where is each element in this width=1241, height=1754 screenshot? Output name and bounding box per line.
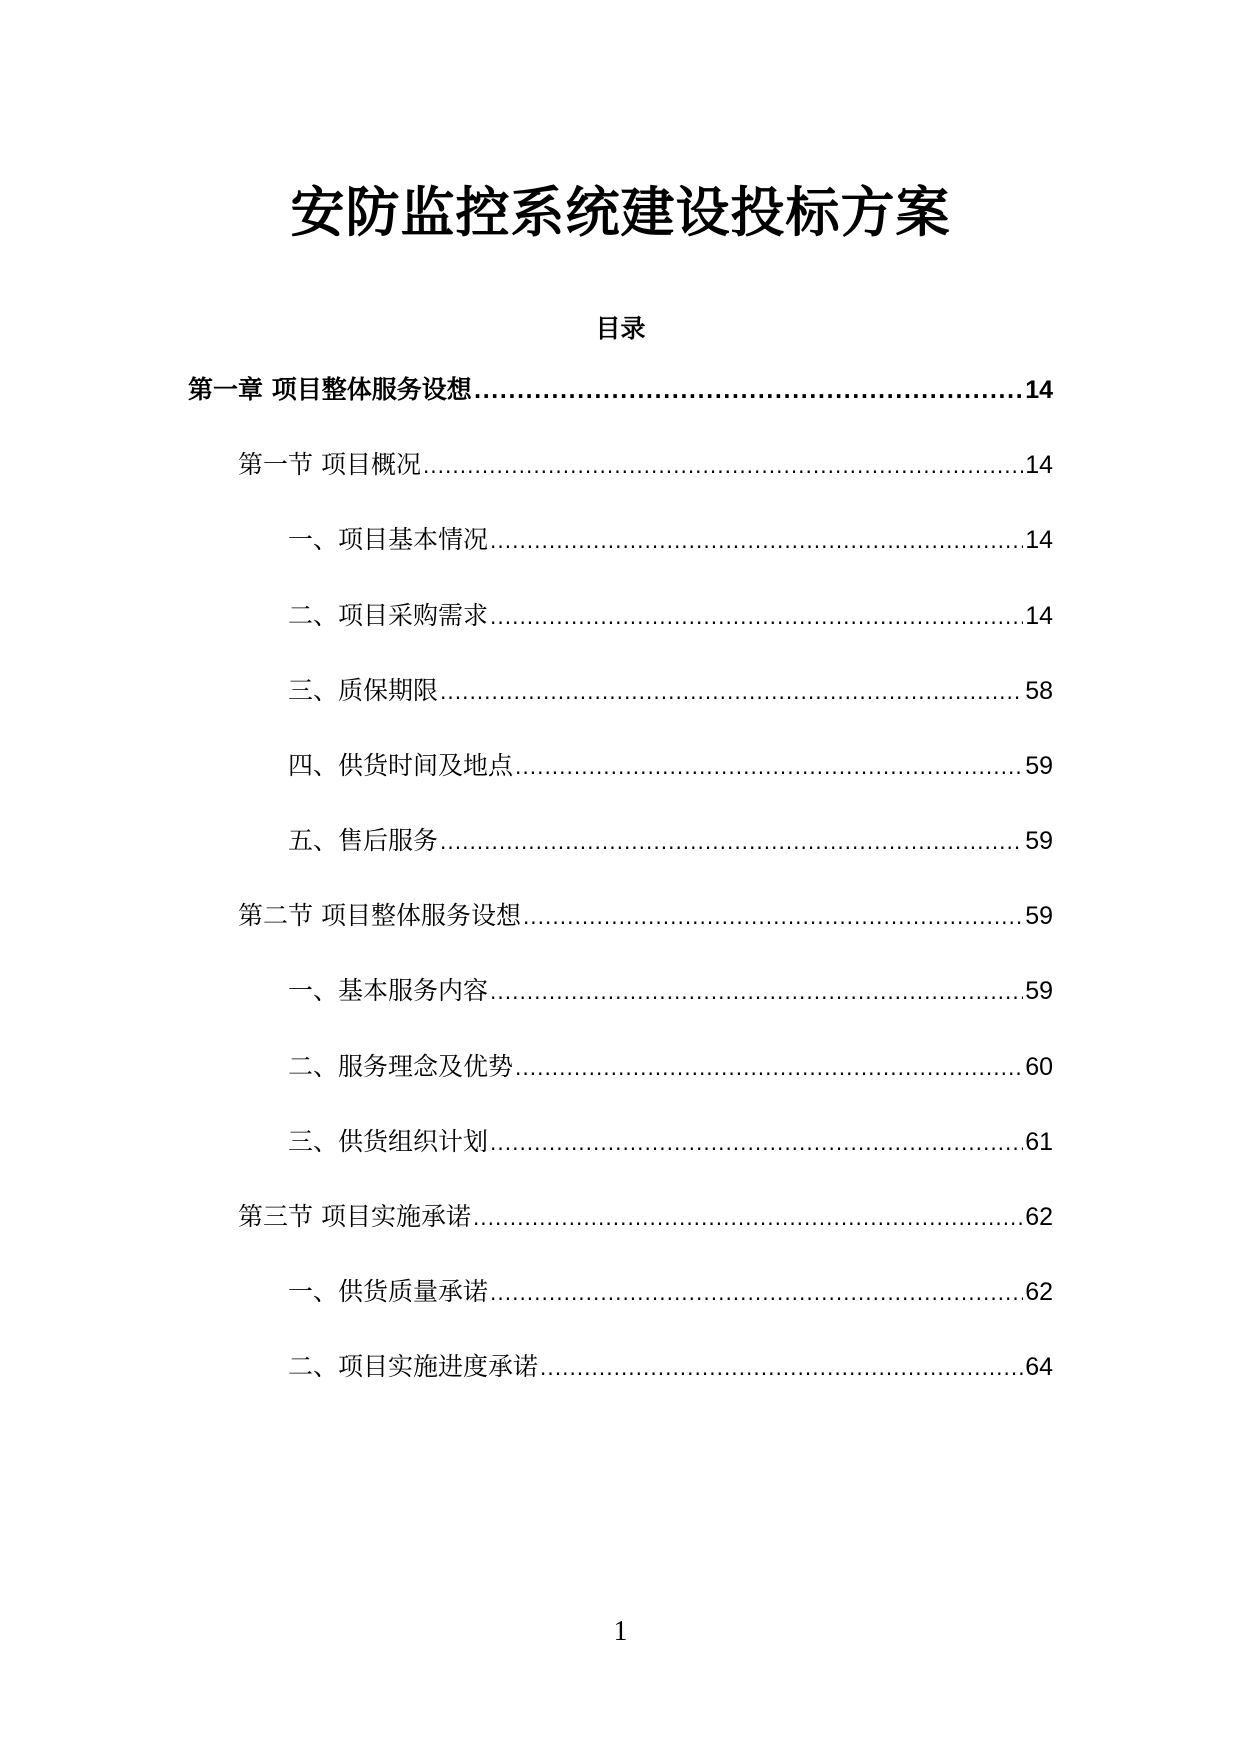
toc-dot-leader	[490, 1273, 1023, 1313]
toc-entry-label: 第二节 项目整体服务设想	[238, 901, 521, 930]
toc-dot-leader	[523, 897, 1023, 937]
toc-entry-label: 二、服务理念及优势	[288, 1052, 514, 1081]
toc-entry-label: 五、售后服务	[288, 826, 439, 855]
toc-entry-label: 一、基本服务内容	[288, 976, 489, 1005]
toc-entry-subsection[interactable]	[288, 1047, 1053, 1087]
toc-entry-chapter-1[interactable]	[188, 370, 1053, 410]
toc-entry-label: 二、项目实施进度承诺	[288, 1352, 539, 1381]
toc-entry-section-1[interactable]	[238, 445, 1053, 485]
toc-dot-leader	[515, 1048, 1023, 1088]
toc-entry-page: 58	[1025, 677, 1053, 705]
toc-entry-subsection[interactable]	[288, 596, 1053, 636]
document-title: 安防监控系统建设投标方案	[290, 181, 951, 244]
toc-entry-label: 第三节 项目实施承诺	[238, 1202, 471, 1231]
page-number: 1	[613, 1616, 628, 1647]
toc-entry-label: 四、供货时间及地点	[288, 751, 514, 780]
toc-entry-page: 14	[1025, 451, 1053, 479]
toc-entry-subsection[interactable]	[288, 520, 1053, 560]
toc-dot-leader	[490, 521, 1023, 561]
toc-entry-label: 三、质保期限	[288, 676, 439, 705]
toc-entry-subsection[interactable]	[288, 1347, 1053, 1387]
toc-dot-leader	[540, 1348, 1023, 1388]
toc-entry-page: 59	[1025, 827, 1053, 855]
toc-dot-leader	[490, 972, 1023, 1012]
toc-entry-section-3[interactable]	[238, 1197, 1053, 1237]
toc-entry-label: 一、项目基本情况	[288, 525, 489, 554]
toc-entry-page: 59	[1025, 977, 1053, 1005]
toc-entry-subsection[interactable]	[288, 1272, 1053, 1312]
toc-dot-leader	[423, 446, 1023, 486]
toc-entry-subsection[interactable]	[288, 746, 1053, 786]
toc-entry-subsection[interactable]	[288, 1122, 1053, 1162]
toc-heading: 目录	[595, 314, 646, 343]
toc-dot-leader	[474, 371, 1023, 411]
toc-entry-page: 62	[1025, 1203, 1053, 1231]
toc-entry-page: 64	[1025, 1353, 1053, 1381]
toc-entry-label: 第一节 项目概况	[238, 450, 421, 479]
toc-dot-leader	[490, 597, 1023, 637]
toc-entry-subsection[interactable]	[288, 971, 1053, 1011]
toc-dot-leader	[440, 672, 1023, 712]
toc-entry-page: 60	[1025, 1053, 1053, 1081]
toc-entry-page: 14	[1025, 376, 1053, 404]
toc-entry-label: 一、供货质量承诺	[288, 1277, 489, 1306]
toc-entry-section-2[interactable]	[238, 896, 1053, 936]
toc-entry-page: 14	[1025, 526, 1053, 554]
toc-dot-leader	[490, 1123, 1023, 1163]
toc-entry-label: 三、供货组织计划	[288, 1127, 489, 1156]
toc-entry-page: 14	[1025, 602, 1053, 630]
toc-dot-leader	[440, 822, 1023, 862]
toc-entry-label: 第一章 项目整体服务设想	[188, 375, 472, 404]
toc-entry-page: 61	[1025, 1128, 1053, 1156]
toc-dot-leader	[515, 747, 1023, 787]
toc-entry-page: 59	[1025, 752, 1053, 780]
toc-dot-leader	[473, 1198, 1023, 1238]
toc-entry-label: 二、项目采购需求	[288, 601, 489, 630]
toc-entry-subsection[interactable]	[288, 821, 1053, 861]
toc-entry-subsection[interactable]	[288, 671, 1053, 711]
toc-entry-page: 62	[1025, 1278, 1053, 1306]
toc-entry-page: 59	[1025, 902, 1053, 930]
